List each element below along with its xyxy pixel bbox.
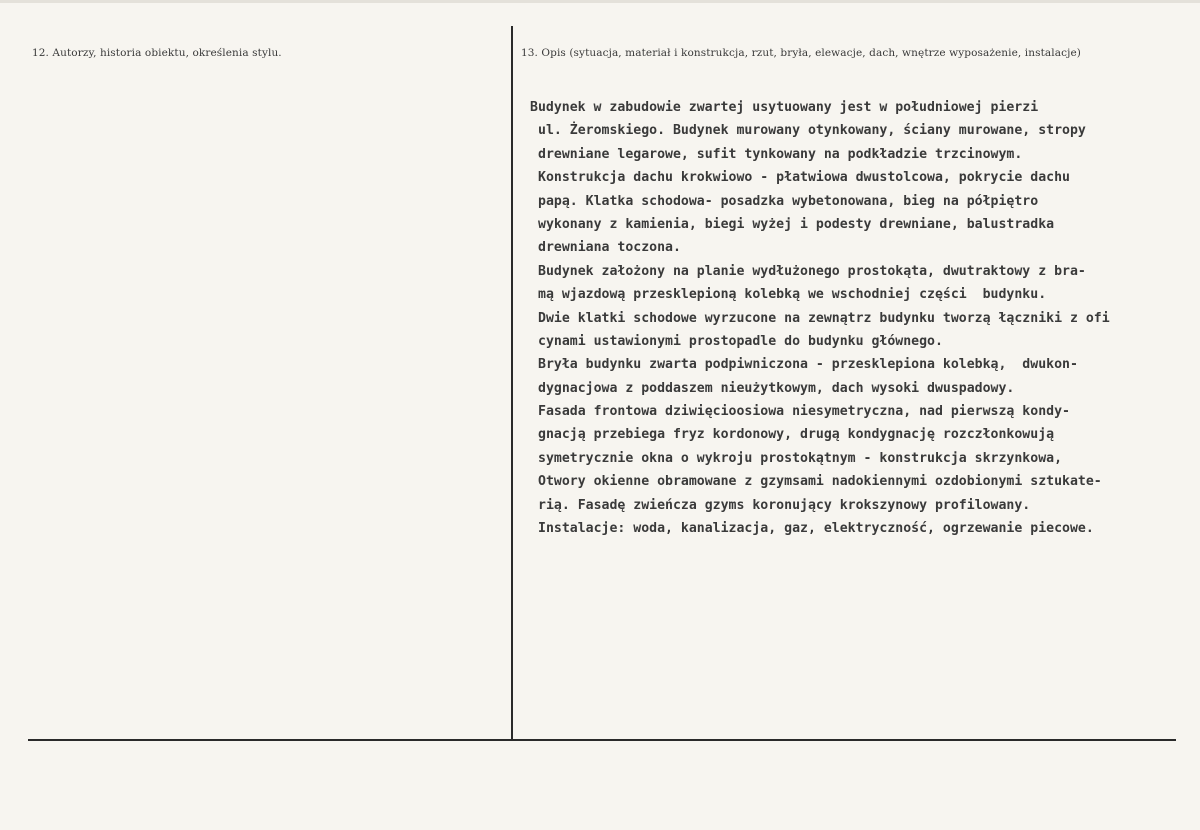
description-line: Fasada frontowa dziwięcioosiowa niesymetryczna, nad pierwszą kondy- (538, 404, 1070, 420)
description-line: rią. Fasadę zwieńcza gzyms koronujący krokszynowy profilowany. (538, 497, 1031, 513)
column-divider (511, 26, 513, 740)
description-line: papą. Klatka schodowa- posadzka wybetonowana, bieg na półpiętro (538, 193, 1039, 209)
description-line: mą wjazdową przesklepioną kolebką we wschodniej części budynku. (538, 287, 1047, 303)
description-line: gnacją przebiega fryz kordonowy, drugą kondygnację rozczłonkowują (538, 427, 1055, 443)
section-12-header: 12. Autorzy, historia obiektu, określenia stylu. (32, 47, 282, 59)
description-line: ul. Żeromskiego. Budynek murowany otynkowany, ściany murowane, stropy (538, 123, 1086, 139)
bottom-rule (28, 739, 1176, 741)
description-line: symetrycznie okna o wykroju prostokątnym - konstrukcja skrzynkowa, (538, 450, 1063, 466)
description-line: Konstrukcja dachu krokwiowo - płatwiowa dwustolcowa, pokrycie dachu (538, 170, 1070, 186)
description-line: Otwory okienne obramowane z gzymsami nadokiennymi ozdobionymi sztukate- (538, 474, 1102, 490)
description-line: dygnacjowa z poddaszem nieużytkowym, dach wysoki dwuspadowy. (538, 380, 1015, 396)
description-line: Dwie klatki schodowe wyrzucone na zewnątrz budynku tworzą łączniki z ofi (538, 310, 1110, 326)
description-line: drewniane legarowe, sufit tynkowany na podkładzie trzcinowym. (538, 146, 1023, 162)
description-line: Bryła budynku zwarta podpiwniczona - przesklepiona kolebką, dwukon- (538, 357, 1078, 373)
paper-top-edge (0, 0, 1200, 3)
description-line: Budynek w zabudowie zwartej usytuowany jest w południowej pierzi (530, 100, 1039, 115)
section-13-header: 13. Opis (sytuacja, materiał i konstrukcja, rzut, bryła, elewacje, dach, wnętrze wyposażenie, instalacje) (521, 47, 1081, 59)
description-line: wykonany z kamienia, biegi wyżej i podesty drewniane, balustradka (538, 216, 1055, 232)
description-line: Budynek założony na planie wydłużonego prostokąta, dwutraktowy z bra- (538, 263, 1086, 279)
description-line: drewniana toczona. (538, 240, 681, 256)
section-13-description (530, 96, 1190, 540)
description-line: Instalacje: woda, kanalizacja, gaz, elektryczność, ogrzewanie piecowe. (538, 521, 1094, 537)
description-line: cynami ustawionymi prostopadle do budynku głównego. (538, 333, 943, 349)
